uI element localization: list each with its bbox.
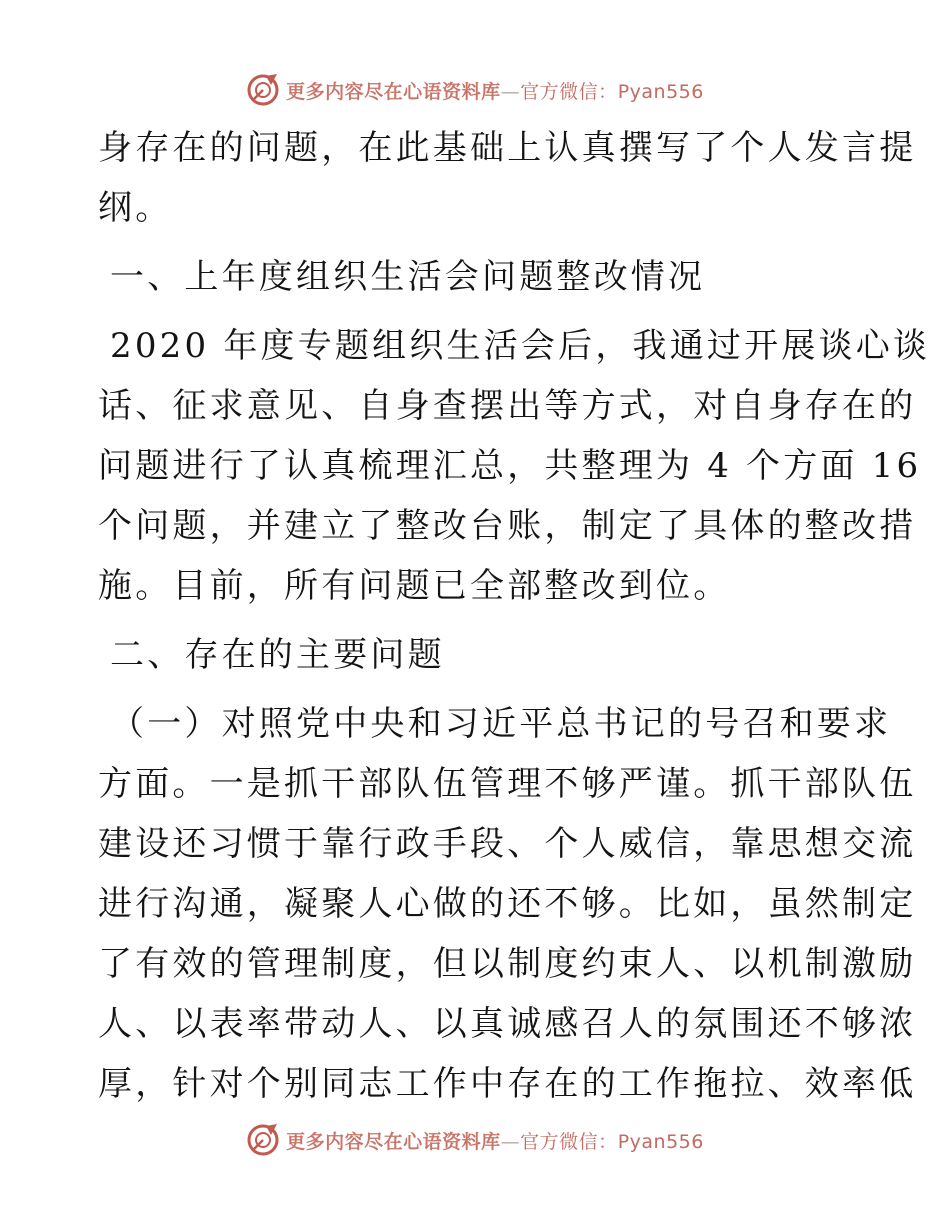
paragraph-line: 进行沟通，凝聚人心做的还不够。比如，虽然制定 (98, 884, 917, 924)
watermark-text (286, 1127, 704, 1154)
paragraph-line: 方面。一是抓干部队伍管理不够严谨。抓干部队伍 (98, 764, 917, 804)
watermark-dash: — (500, 1130, 521, 1153)
paragraph-line: 纲。 (98, 188, 173, 228)
watermark-wechat-label: 官方微信： (520, 80, 618, 103)
footer-watermark (0, 1120, 950, 1160)
watermark-text (286, 77, 704, 104)
watermark-main: 更多内容尽在心语资料库 (286, 1130, 501, 1153)
document-body (98, 118, 931, 1114)
watermark-wechat-id: Pyan556 (617, 1130, 704, 1153)
section-heading: 一、上年度组织生活会问题整改情况 (110, 257, 706, 297)
paragraph-line: 2020 年度专题组织生活会后，我通过开展谈心谈 (110, 326, 931, 366)
paragraph-line: 身存在的问题，在此基础上认真撰写了个人发言提 (98, 128, 917, 168)
paragraph-line: 个问题，并建立了整改台账，制定了具体的整改措 (98, 506, 917, 546)
paragraph-line: 问题进行了认真梳理汇总，共整理为 4 个方面 16 (98, 446, 922, 486)
paragraph-line: 厚，针对个别同志工作中存在的工作拖拉、效率低 (98, 1064, 917, 1104)
header-watermark (0, 70, 950, 110)
paragraph-line: 人、以表率带动人、以真诚感召人的氛围还不够浓 (98, 1004, 917, 1044)
paragraph-line: 话、征求意见、自身查摆出等方式，对自身存在的 (98, 386, 917, 426)
paragraph-line: 施。目前，所有问题已全部整改到位。 (98, 566, 731, 606)
quill-logo-icon (246, 73, 280, 107)
paragraph-line: （一）对照党中央和习近平总书记的号召和要求 (110, 704, 892, 744)
watermark-wechat-id: Pyan556 (617, 80, 704, 103)
watermark-dash: — (500, 80, 521, 103)
watermark-main: 更多内容尽在心语资料库 (286, 80, 501, 103)
paragraph-line: 建设还习惯于靠行政手段、个人威信，靠思想交流 (98, 824, 917, 864)
watermark-wechat-label: 官方微信： (520, 1130, 618, 1153)
quill-logo-icon (246, 1123, 280, 1157)
section-heading: 二、存在的主要问题 (110, 635, 445, 675)
paragraph-line: 了有效的管理制度，但以制度约束人、以机制激励 (98, 944, 917, 984)
